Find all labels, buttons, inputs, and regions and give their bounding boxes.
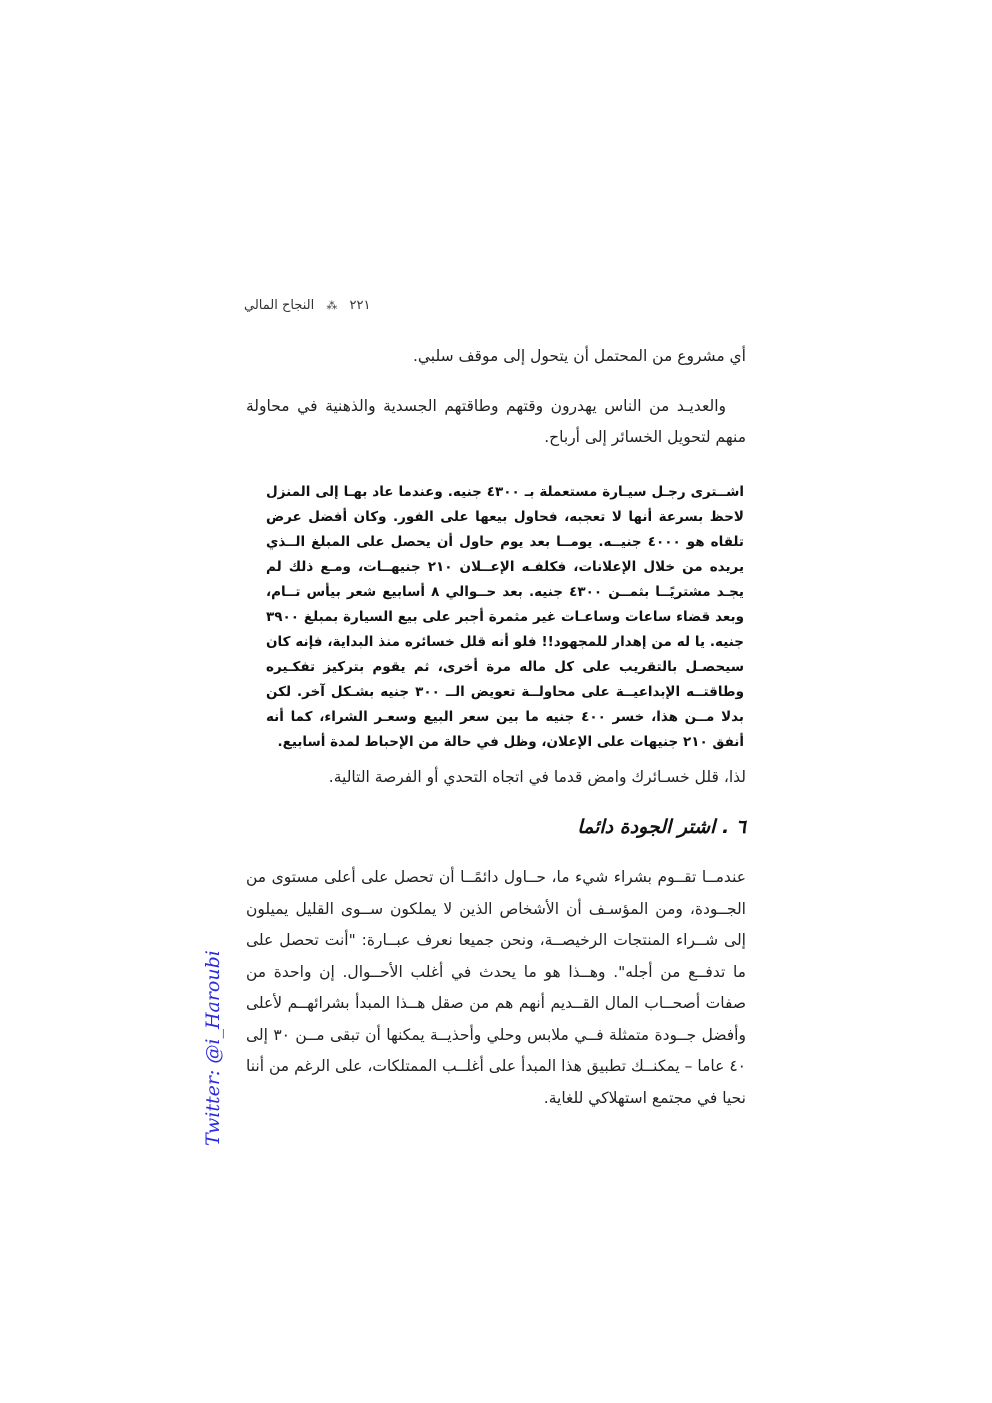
chapter-title: النجاح المالي xyxy=(244,298,315,313)
section-heading xyxy=(540,816,746,838)
paragraph-text: عندمــا تقــوم بشراء شيء ما، حــاول دائمًــا أن تحصل على أعلى مستوى من الجــودة، ومن المؤسـف أن الأشخاص الذين لا يملكون ســوى القليل يميلون إلى شــراء المنتجات الرخيصــة، ونحن جميعا نعرف عبــارة: "أنت تحصل على ما تدفــع من أجله". وهــذا هو ما يحدث في أغلب الأحــوال. إن واحدة من صفات أصحــاب المال القــديم أنهم هم من صقل هــذا المبدأ بشرائهــم لأعلى وأفضل جــودة متمثلة فــي ملابس وحلي وأحذيــة يمكنها أن تبقى مــن ٣٠ إلى ٤٠ عاما – يمكنــك تطبيق هذا المبدأ على أغلــب الممتلكات، على الرغم من أننا نحيا في مجتمع استهلاكي للغاية. xyxy=(246,868,746,1107)
paragraph-text: أي مشروع من المحتمل أن يتحول إلى موقف سلبي. xyxy=(412,347,746,365)
example-text: اشــترى رجـل سيـارة مستعملة بـ ٤٣٠٠ جنيه. وعندما عاد بهـا إلى المنزل لاحظ بسرعة أنها لا تعجبه، فحاول بيعها على الفور. وكان أفضل عرض تلقاه هو ٤٠٠٠ جنيــه. يومــا بعد يوم حاول أن يحصل على المبلغ الــذي يريده من خلال الإعلانات، فكلفـه الإعــلان ٢١٠ جنيهــات، ومـع ذلك لم يجـد مشتريًــا بثمــن ٤٣٠٠ جنيه. بعد حــوالي ٨ أسابيع شعر بيأس تــام، وبعد قضاء ساعات وساعـات غير مثمرة أجبر على بيع السيارة بمبلغ ٣٩٠٠ جنيه. يا له من إهدار للمجهود!! فلو أنه قلل خسائره منذ البداية، فإنه كان سيحصـل بالتقريب على كل ماله مرة أخرى، ثم يقوم بتركيز تفكـيره وطاقتــه الإبداعيــة على محاولــة تعويض الــ ٣٠٠ جنيه بشـكل آخر. لكن بدلا مــن هذا، خسر ٤٠٠ جنيه ما بين سعر البيع وسعـر الشراء، كما أنه أنفق ٢١٠ جنيهات على الإعلان، وظل في حالة من الإحباط لمدة أسابيع. xyxy=(266,484,745,750)
paragraph-intro xyxy=(246,341,746,372)
header-ornament-icon: ⁂ xyxy=(326,299,338,312)
section-body xyxy=(246,862,746,1114)
section-title: اشتر الجودة دائما xyxy=(577,816,716,838)
watermark-text: Twitter: @i_Haroubi xyxy=(202,950,224,1146)
paragraph-losses xyxy=(246,391,746,453)
paragraph-conclusion xyxy=(246,762,746,793)
example-box xyxy=(266,480,744,755)
paragraph-text: لذا، قلل خسـائرك وامض قدما في اتجاه التحدي أو الفرصة التالية. xyxy=(328,768,746,786)
running-header xyxy=(244,298,444,313)
paragraph-text: والعديـد من الناس يهدرون وقتهم وطاقتهم الجسدية والذهنية في محاولة منهم لتحويل الخسائر إلى أرباح. xyxy=(246,397,746,446)
section-number: ٦ xyxy=(735,816,746,838)
page-number: ٢٢١ xyxy=(349,298,371,313)
section-dash: . xyxy=(721,816,730,838)
